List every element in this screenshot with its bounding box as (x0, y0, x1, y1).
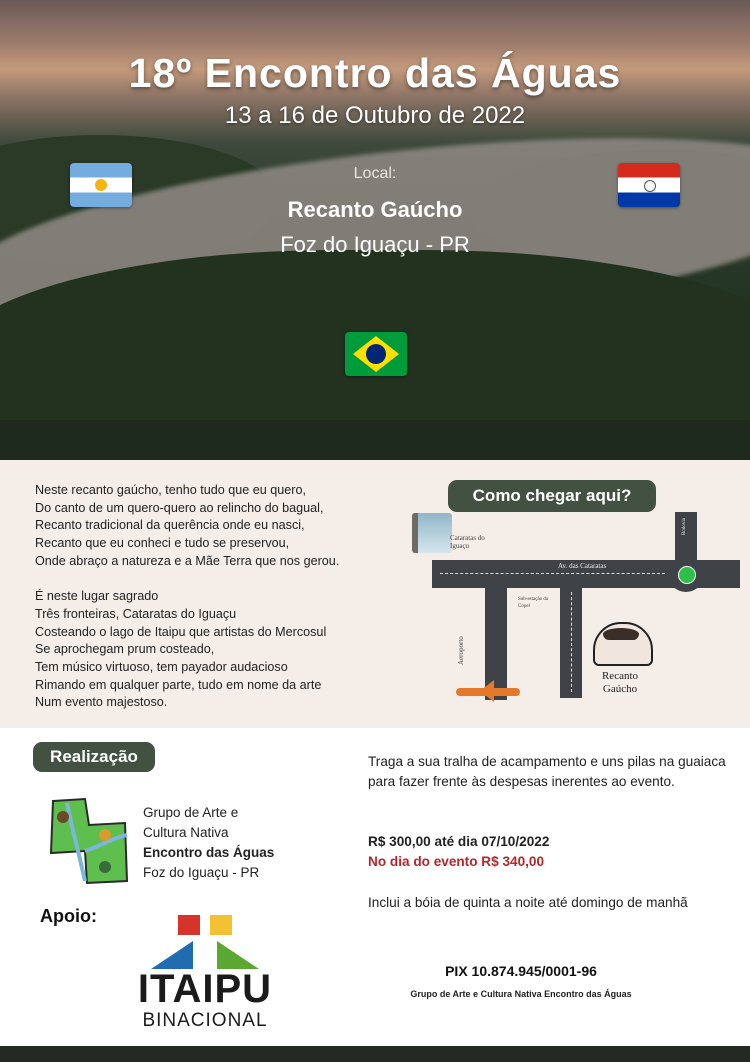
map-left-road (485, 588, 507, 700)
map-label-cataratas: Cataratas do Iguaçu (450, 534, 485, 550)
poem-line: Neste recanto gaúcho, tenho tudo que eu quero, (35, 483, 306, 497)
pix-key: PIX 10.874.945/0001-96 (445, 963, 597, 979)
poem-line: Se aprochegam prum costeado, (35, 642, 215, 657)
grupo-line: Grupo de Arte e (143, 805, 239, 820)
event-dates: 13 a 16 de Outubro de 2022 (224, 102, 526, 129)
itaipu-name: ITAIPU (137, 967, 273, 1011)
poem-line: Três fronteiras, Cataratas do Iguaçu (35, 606, 237, 621)
poem-line: Do canto de um quero-quero ao relincho do bagual, (35, 500, 324, 515)
realizacao-label: Realização (33, 742, 155, 772)
map-label-recanto: Recanto Gaúcho (601, 670, 639, 695)
gaucho-hat-icon (603, 628, 639, 640)
map-lane-line (440, 573, 665, 574)
map-lane-line-vertical (571, 592, 572, 692)
poem-line: Recanto que eu conheci e tudo se preservou, (35, 536, 290, 551)
inclui-text: Inclui a bóia de quinta a noite até domingo de manhã (368, 895, 688, 910)
grupo-line: Cultura Nativa (143, 825, 229, 840)
footer-band (0, 1046, 750, 1062)
info-text: Traga a sua tralha de acampamento e uns pilas na guaiaca para fazer frente às despesas inerentes ao evento. (368, 754, 726, 789)
grupo-name (143, 803, 274, 883)
price-early: R$ 300,00 até dia 07/10/2022 (368, 834, 550, 849)
argentina-flag-icon (70, 163, 132, 207)
itaipu-logo-icon (145, 915, 265, 975)
map-label-aeroporto: Aeroporto (457, 636, 465, 665)
map-label-rodovia: Rodovia (682, 518, 687, 535)
grupo-line: Foz do Iguaçu - PR (143, 865, 260, 880)
poem-line: Recanto tradicional da querência onde eu nasci, (35, 518, 305, 533)
grupo-line-bold: Encontro das Águas (143, 845, 275, 860)
poem-line: Rimando em qualquer parte, tudo em nome da arte (35, 677, 322, 692)
poem-line: É neste lugar sagrado (35, 589, 159, 604)
waterfall-icon (412, 513, 452, 553)
itaipu-subtitle: BINACIONAL (142, 1010, 268, 1031)
map-roundabout-center (678, 566, 696, 584)
venue-city: Foz do Iguaçu - PR (280, 232, 470, 257)
poem-line: Costeando o lago de Itaipu que artistas do Mercosul (35, 624, 327, 639)
poem-line: Tem músico virtuoso, tem payador audacioso (35, 660, 288, 675)
local-label: Local: (353, 165, 397, 182)
hero-bottom-band (0, 420, 750, 460)
map-label-station: Sub-estação da Copel (518, 597, 549, 609)
pix-org: Grupo de Arte e Cultura Nativa Encontro das Águas (410, 989, 632, 999)
price-event-day: No dia do evento R$ 340,00 (368, 854, 545, 869)
paraguay-flag-icon (618, 163, 680, 207)
directions-title: Como chegar aqui? (448, 480, 656, 512)
brazil-flag-icon (345, 332, 407, 376)
poem-line: Onde abraço a natureza e a Mãe Terra que nos gerou. (35, 553, 340, 568)
venue-name: Recanto Gaúcho (287, 197, 463, 222)
poem-line: Num evento majestoso. (35, 695, 168, 710)
grupo-encontro-das-aguas-logo-icon (47, 795, 129, 885)
map-label-avenue: Av. das Cataratas (558, 562, 607, 570)
event-title: 18º Encontro das Águas (128, 50, 622, 96)
apoio-label: Apoio: (40, 906, 97, 926)
poem-text (35, 482, 390, 712)
directions-map (410, 510, 740, 720)
